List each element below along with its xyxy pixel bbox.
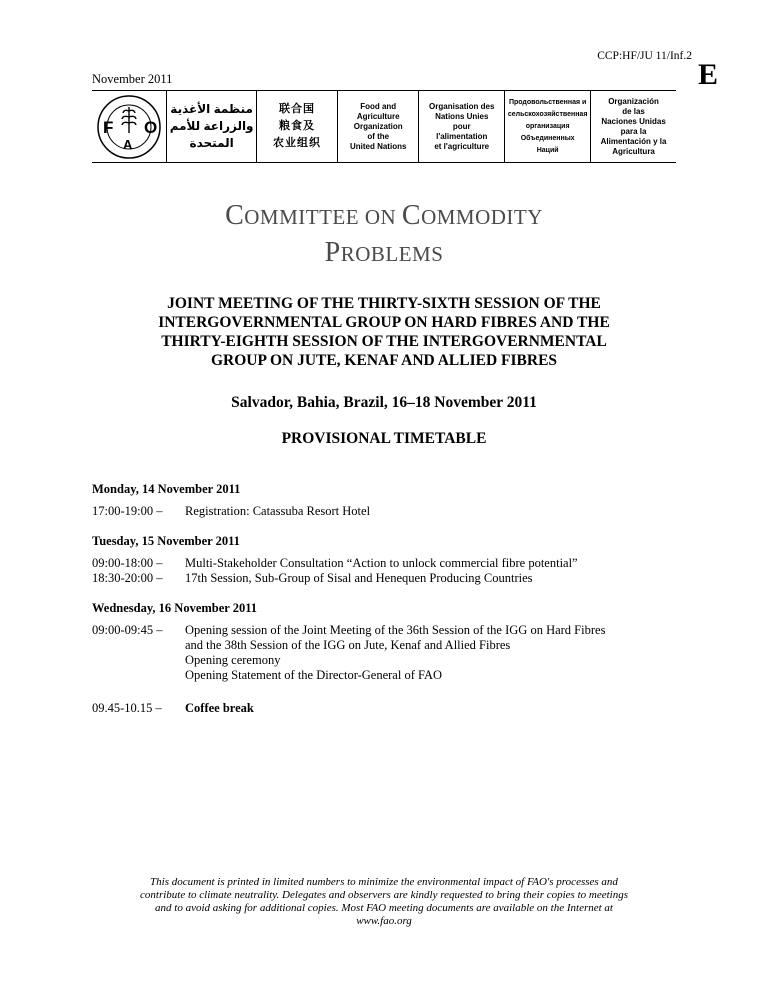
text-line: Nations Unies (435, 111, 489, 121)
text-line: والزراعة للأمم (169, 119, 254, 133)
entry-time: 17:00-19:00 – (92, 504, 163, 518)
text-line: Продовольственная и (508, 98, 587, 106)
entry-line: Opening Statement of the Director-General of FAO (185, 668, 443, 682)
text-line: para la (620, 126, 647, 136)
banner-french-name (419, 91, 505, 162)
entry-line: Registration: Catassuba Resort Hotel (185, 504, 371, 518)
text-line: 联合国 (279, 103, 316, 115)
text-line: This document is printed in limited numbers to minimize the environmental impact of FAO's processes and (150, 876, 618, 888)
document-date: November 2011 (92, 72, 173, 86)
text-line: United Nations (349, 141, 407, 151)
day-block (92, 534, 692, 586)
meeting-place-date: Salvador, Bahia, Brazil, 16–18 November 2011 (231, 394, 537, 411)
text-line: INTERGOVERNMENTAL GROUP ON HARD FIBRES AND THE (158, 314, 610, 331)
text-line: www.fao.org (356, 915, 412, 927)
text-line: المتحدة (189, 136, 234, 150)
entry-line: Opening ceremony (185, 653, 281, 667)
timetable (92, 482, 692, 731)
banner-spanish-name (591, 91, 676, 162)
timetable-entry (92, 623, 692, 683)
logo-letter-f: F (103, 117, 114, 137)
timetable-entry (92, 556, 692, 571)
text-line: Food and (360, 101, 397, 111)
entry-time: 09.45-10.15 – (92, 701, 162, 715)
timetable-entry (92, 504, 692, 519)
text-line: Объединенных (520, 134, 575, 142)
timetable-entry (92, 701, 692, 716)
text-line: Naciones Unidas (601, 116, 666, 126)
banner-arabic-name (167, 91, 257, 162)
text-line: of the (367, 131, 390, 141)
entry-line: 17th Session, Sub-Group of Sisal and Henequen Producing Countries (185, 571, 533, 585)
logo-letter-o: O (144, 117, 158, 137)
text-line: pour (452, 121, 471, 131)
logo-letter-a: A (123, 136, 133, 152)
text-line: Organisation des (429, 101, 495, 111)
text-line: Alimentación y la (600, 136, 667, 146)
entry-time: 09:00-09:45 – (92, 623, 163, 637)
language-code: E (698, 58, 719, 91)
day-block (92, 601, 692, 716)
entry-description (185, 701, 692, 716)
timetable-entry (92, 571, 692, 586)
text-line: l'alimentation (436, 131, 488, 141)
text-line: and to avoid asking for additional copies. Most FAO meeting documents are available on the Internet at (155, 902, 613, 914)
text-line: сельскохозяйственная (507, 110, 588, 118)
banner-english-name (338, 91, 419, 162)
entry-description (185, 556, 692, 571)
text-line: 粮食及 (279, 120, 316, 132)
meeting-title (90, 294, 678, 370)
day-heading: Wednesday, 16 November 2011 (92, 601, 258, 615)
text-line: Organización (608, 96, 659, 106)
day-heading: Monday, 14 November 2011 (92, 482, 241, 496)
fao-logo-icon (94, 93, 164, 161)
text-line: منظمة الأغذية (170, 102, 253, 116)
banner-chinese-name (257, 91, 338, 162)
text-line: contribute to climate neutrality. Delegates and observers are kindly requested to bring their copies to meetings (140, 889, 628, 901)
text-line: Наций (536, 146, 559, 154)
entry-description (185, 571, 692, 586)
text-line: THIRTY-EIGHTH SESSION OF THE INTERGOVERNMENTAL (161, 333, 607, 350)
text-line: Organization (353, 121, 403, 131)
day-heading: Tuesday, 15 November 2011 (92, 534, 240, 548)
text-line: организация (525, 122, 570, 130)
entry-description (185, 623, 692, 683)
entry-line: and the 38th Session of the IGG on Jute, Kenaf and Allied Fibres (185, 638, 511, 652)
committee-name: COMMITTEE ON COMMODITY PROBLEMS (225, 200, 543, 268)
entry-line: Opening session of the Joint Meeting of the 36th Session of the IGG on Hard Fibres (185, 623, 606, 637)
document-type-heading: PROVISIONAL TIMETABLE (281, 430, 487, 447)
text-line: et l'agriculture (434, 141, 490, 151)
entry-time: 18:30-20:00 – (92, 571, 163, 585)
day-block (92, 482, 692, 519)
text-line: GROUP ON JUTE, KENAF AND ALLIED FIBRES (210, 352, 558, 369)
fao-logo (92, 91, 167, 162)
text-line: Agriculture (356, 111, 400, 121)
text-line: Agricultura (612, 146, 655, 156)
document-reference: CCP:HF/JU 11/Inf.2 (597, 50, 692, 62)
entry-line: Multi-Stakeholder Consultation “Action to unlock commercial fibre potential” (185, 556, 578, 570)
entry-time: 09:00-18:00 – (92, 556, 163, 570)
entry-line: Coffee break (185, 701, 254, 715)
text-line: JOINT MEETING OF THE THIRTY-SIXTH SESSION OF THE (167, 295, 601, 312)
fao-banner (92, 90, 676, 163)
entry-description (185, 504, 692, 519)
footer-note (84, 876, 684, 928)
text-line: de las (622, 106, 645, 116)
text-line: 农业组织 (273, 137, 322, 149)
banner-russian-name (505, 91, 591, 162)
